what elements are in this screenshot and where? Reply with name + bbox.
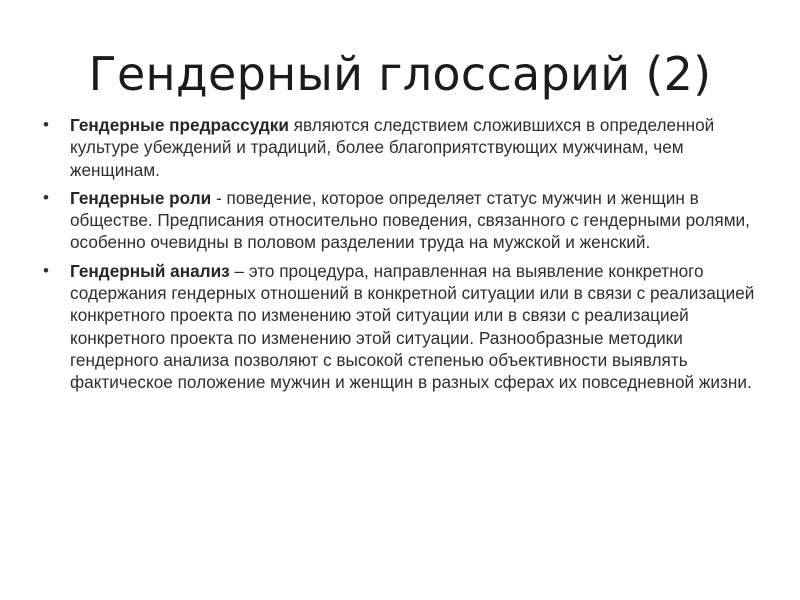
bullet-item-gender-analysis bbox=[43, 260, 760, 394]
term-gender-prejudices: Гендерные предрассудки bbox=[70, 115, 289, 135]
term-gender-roles: Гендерные роли bbox=[70, 187, 212, 208]
bullet-item-gender-prejudices bbox=[43, 114, 760, 181]
definition-gender-prejudices: являются следствием сложившихся в определенной культуре убеждений и традиций, более благоприятствующих мужчинам, чем женщинам. bbox=[70, 115, 715, 180]
bullet-item-gender-roles bbox=[43, 187, 760, 254]
slide-title: Гендерный глоссарий (2) bbox=[88, 47, 712, 101]
definition-gender-analysis: – это процедура, направленная на выявление конкретного содержания гендерных отношений в конкретной ситуации или в связи с реализацией конкретного проекта по изменению этой ситуации или в связи с реализацией конкретного проекта по изменению этой ситуации. Разнообразные методики гендерного анализа позволяют с высокой степенью объективности выявлять фактическое положение мужчин и женщин в разных сферах их повседневной жизни. bbox=[70, 260, 755, 393]
bullet-dot-icon: • bbox=[43, 260, 49, 280]
bullet-dot-icon: • bbox=[43, 115, 49, 134]
definition-gender-roles: - поведение, которое определяет статус мужчин и женщин в обществе. Предписания относительно поведения, связанного с гендерными ролями, особенно очевидны в половом разделении труда на мужской и женский. bbox=[70, 187, 750, 253]
bullet-list bbox=[43, 114, 760, 400]
term-gender-analysis: Гендерный анализ bbox=[70, 260, 230, 281]
bullet-dot-icon: • bbox=[43, 187, 49, 207]
